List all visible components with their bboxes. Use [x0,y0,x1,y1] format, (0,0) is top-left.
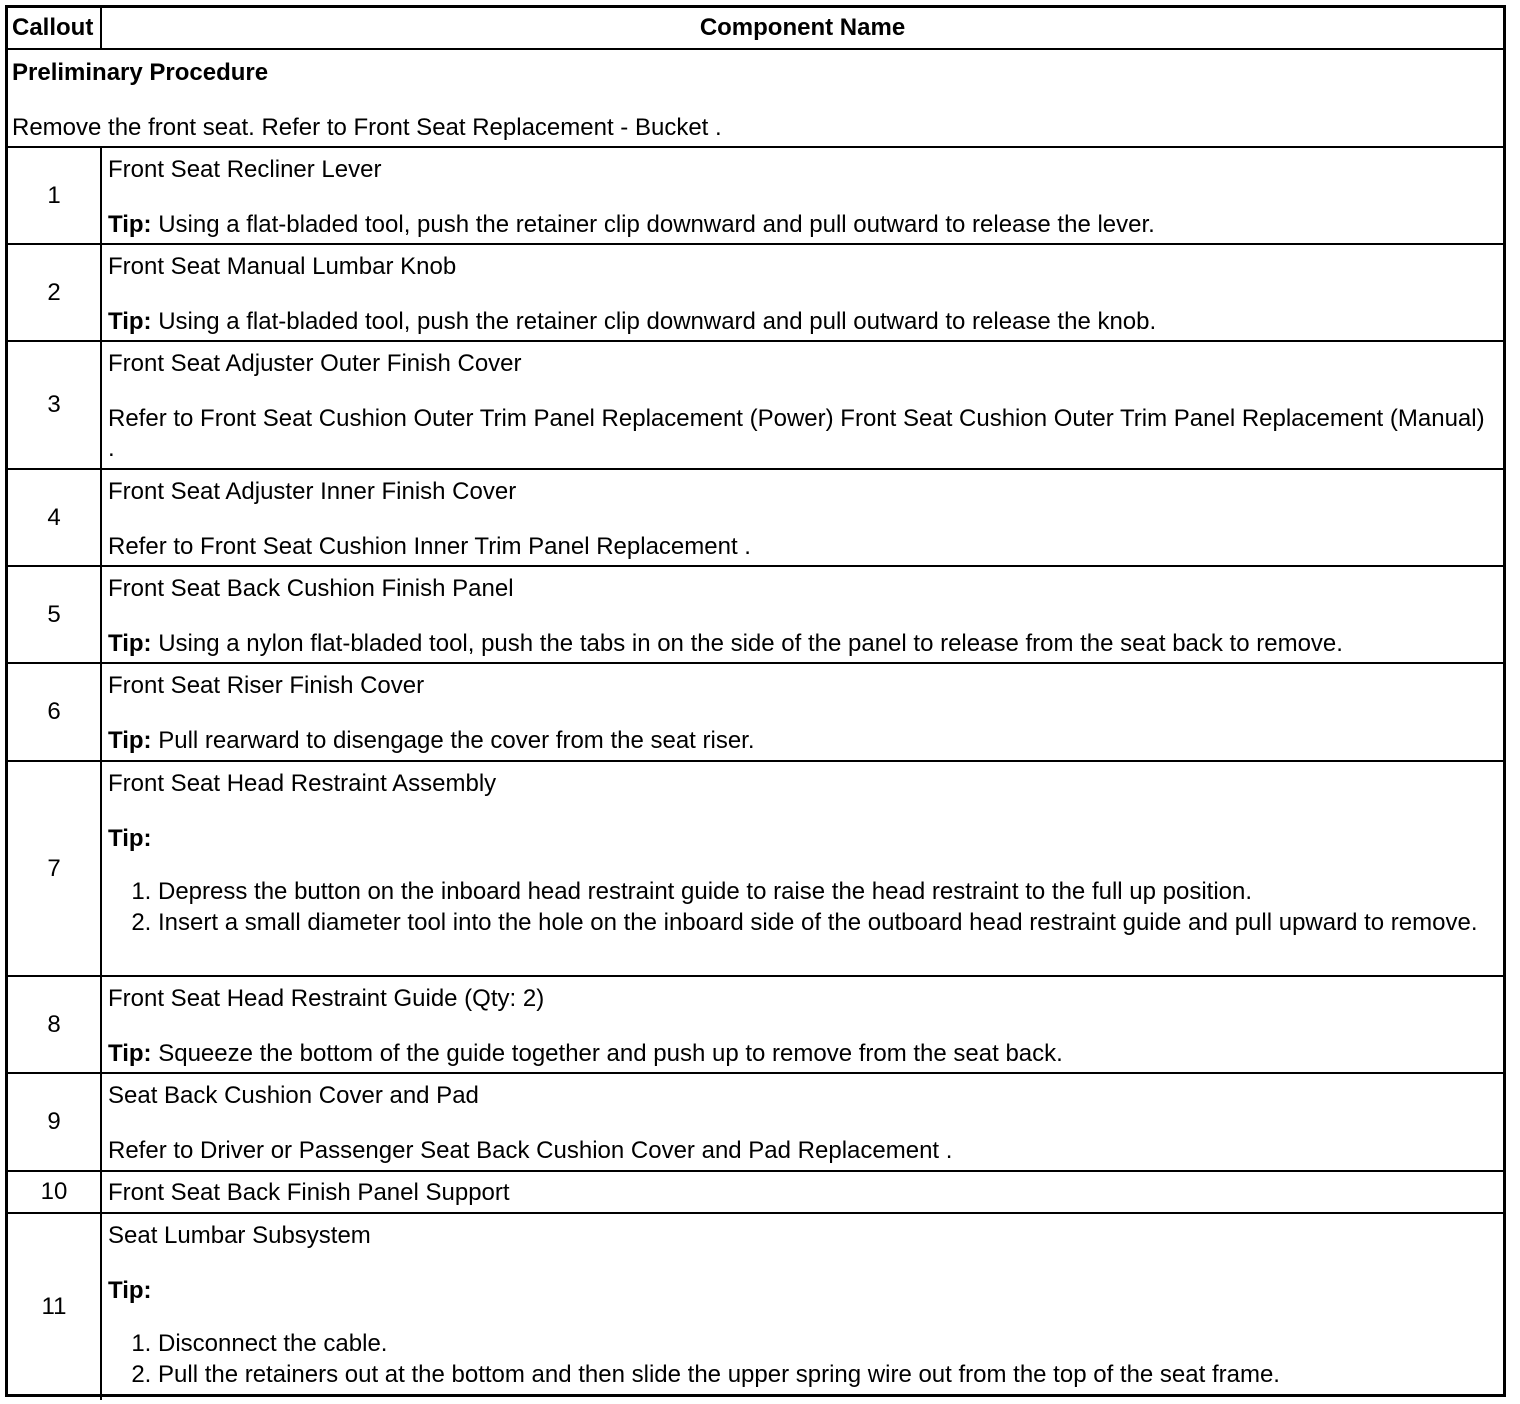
tip-steps-list [108,1328,1495,1390]
table-row [8,1214,1503,1400]
component-cell [102,148,1503,243]
callout-number: 9 [8,1074,102,1170]
component-name: Front Seat Adjuster Inner Finish Cover [108,478,517,505]
table-row [8,977,1503,1074]
preliminary-procedure-cell [8,50,1503,146]
callout-number: 6 [8,664,102,760]
tip-text [108,307,1495,337]
tip-body: Using a flat-bladed tool, push the retainer clip downward and pull outward to release the knob. [158,308,1157,335]
tip-body: Pull rearward to disengage the cover from the seat riser. [158,727,755,754]
tip-text [108,1039,1495,1069]
callout-number: 8 [8,977,102,1072]
tip-body: Using a nylon flat-bladed tool, push the tabs in on the side of the panel to release from the seat back to remove. [158,630,1343,657]
callout-number: 4 [8,470,102,565]
component-table [5,5,1506,1397]
tip-text [108,210,1495,240]
preliminary-procedure-title: Preliminary Procedure [12,59,269,86]
tip-step: 2. Insert a small diameter tool into the hole on the inboard side of the outboard head restraint guide and pull upward to remove. [158,907,1495,938]
component-name-column-header: Component Name [699,14,906,41]
component-name: Front Seat Recliner Lever [108,156,382,183]
tip-label: Tip: [108,1040,152,1067]
component-name: Front Seat Adjuster Outer Finish Cover [108,350,522,377]
tip-text [108,629,1495,659]
tip-label: Tip: [108,308,152,335]
table-row [8,245,1503,342]
table-row [8,342,1503,470]
component-name: Front Seat Head Restraint Guide (Qty: 2) [108,985,545,1012]
preliminary-procedure-row [8,50,1503,148]
table-row [8,1172,1503,1214]
tip-label: Tip: [108,727,152,754]
table-row [8,1074,1503,1172]
component-cell [102,977,1503,1072]
reference-text: Refer to Front Seat Cushion Outer Trim Panel Replacement (Power) Front Seat Cushion Outer Trim Panel Replacement (Manual) . [108,405,1485,462]
tip-steps-list [108,876,1495,938]
callout-number: 1 [8,148,102,243]
component-cell [102,1074,1503,1170]
component-cell [102,664,1503,760]
component-name: Front Seat Manual Lumbar Knob [108,253,457,280]
table-row [8,567,1503,664]
component-name: Front Seat Riser Finish Cover [108,672,425,699]
tip-body: Squeeze the bottom of the guide together and push up to remove from the seat back. [158,1040,1063,1067]
preliminary-procedure-text: Remove the front seat. Refer to Front Seat Replacement - Bucket . [12,114,722,141]
component-cell [102,762,1503,975]
reference-text: Refer to Driver or Passenger Seat Back Cushion Cover and Pad Replacement . [108,1137,953,1164]
table-header-row [8,8,1503,50]
component-name: Front Seat Back Finish Panel Support [108,1179,510,1206]
component-name: Front Seat Back Cushion Finish Panel [108,575,514,602]
component-name: Front Seat Head Restraint Assembly [108,770,497,797]
component-cell [102,342,1503,468]
component-cell [102,567,1503,662]
callout-number: 5 [8,567,102,662]
tip-label: Tip: [108,211,152,238]
tip-step: 2. Pull the retainers out at the bottom and then slide the upper spring wire out from the top of the seat frame. [158,1359,1495,1390]
tip-label: Tip: [108,1277,152,1304]
tip-label: Tip: [108,630,152,657]
component-cell [102,1172,1503,1212]
table-row [8,148,1503,245]
reference-text: Refer to Front Seat Cushion Inner Trim Panel Replacement . [108,533,751,560]
component-cell [102,470,1503,565]
table-row [8,470,1503,567]
table-row [8,762,1503,977]
tip-step: 1. Depress the button on the inboard head restraint guide to raise the head restraint to the full up position. [158,876,1495,907]
table-row [8,664,1503,762]
component-name: Seat Lumbar Subsystem [108,1222,371,1249]
tip-step: 1. Disconnect the cable. [158,1328,1495,1359]
callout-number: 2 [8,245,102,340]
callout-column-header: Callout [8,8,102,48]
tip-body: Using a flat-bladed tool, push the retainer clip downward and pull outward to release the lever. [158,211,1155,238]
callout-number: 10 [8,1172,102,1212]
component-cell [102,245,1503,340]
component-name: Seat Back Cushion Cover and Pad [108,1082,479,1109]
tip-text [108,726,1495,756]
tip-label: Tip: [108,825,152,852]
callout-number: 11 [8,1214,102,1400]
callout-number: 7 [8,762,102,975]
component-cell [102,1214,1503,1400]
callout-number: 3 [8,342,102,468]
